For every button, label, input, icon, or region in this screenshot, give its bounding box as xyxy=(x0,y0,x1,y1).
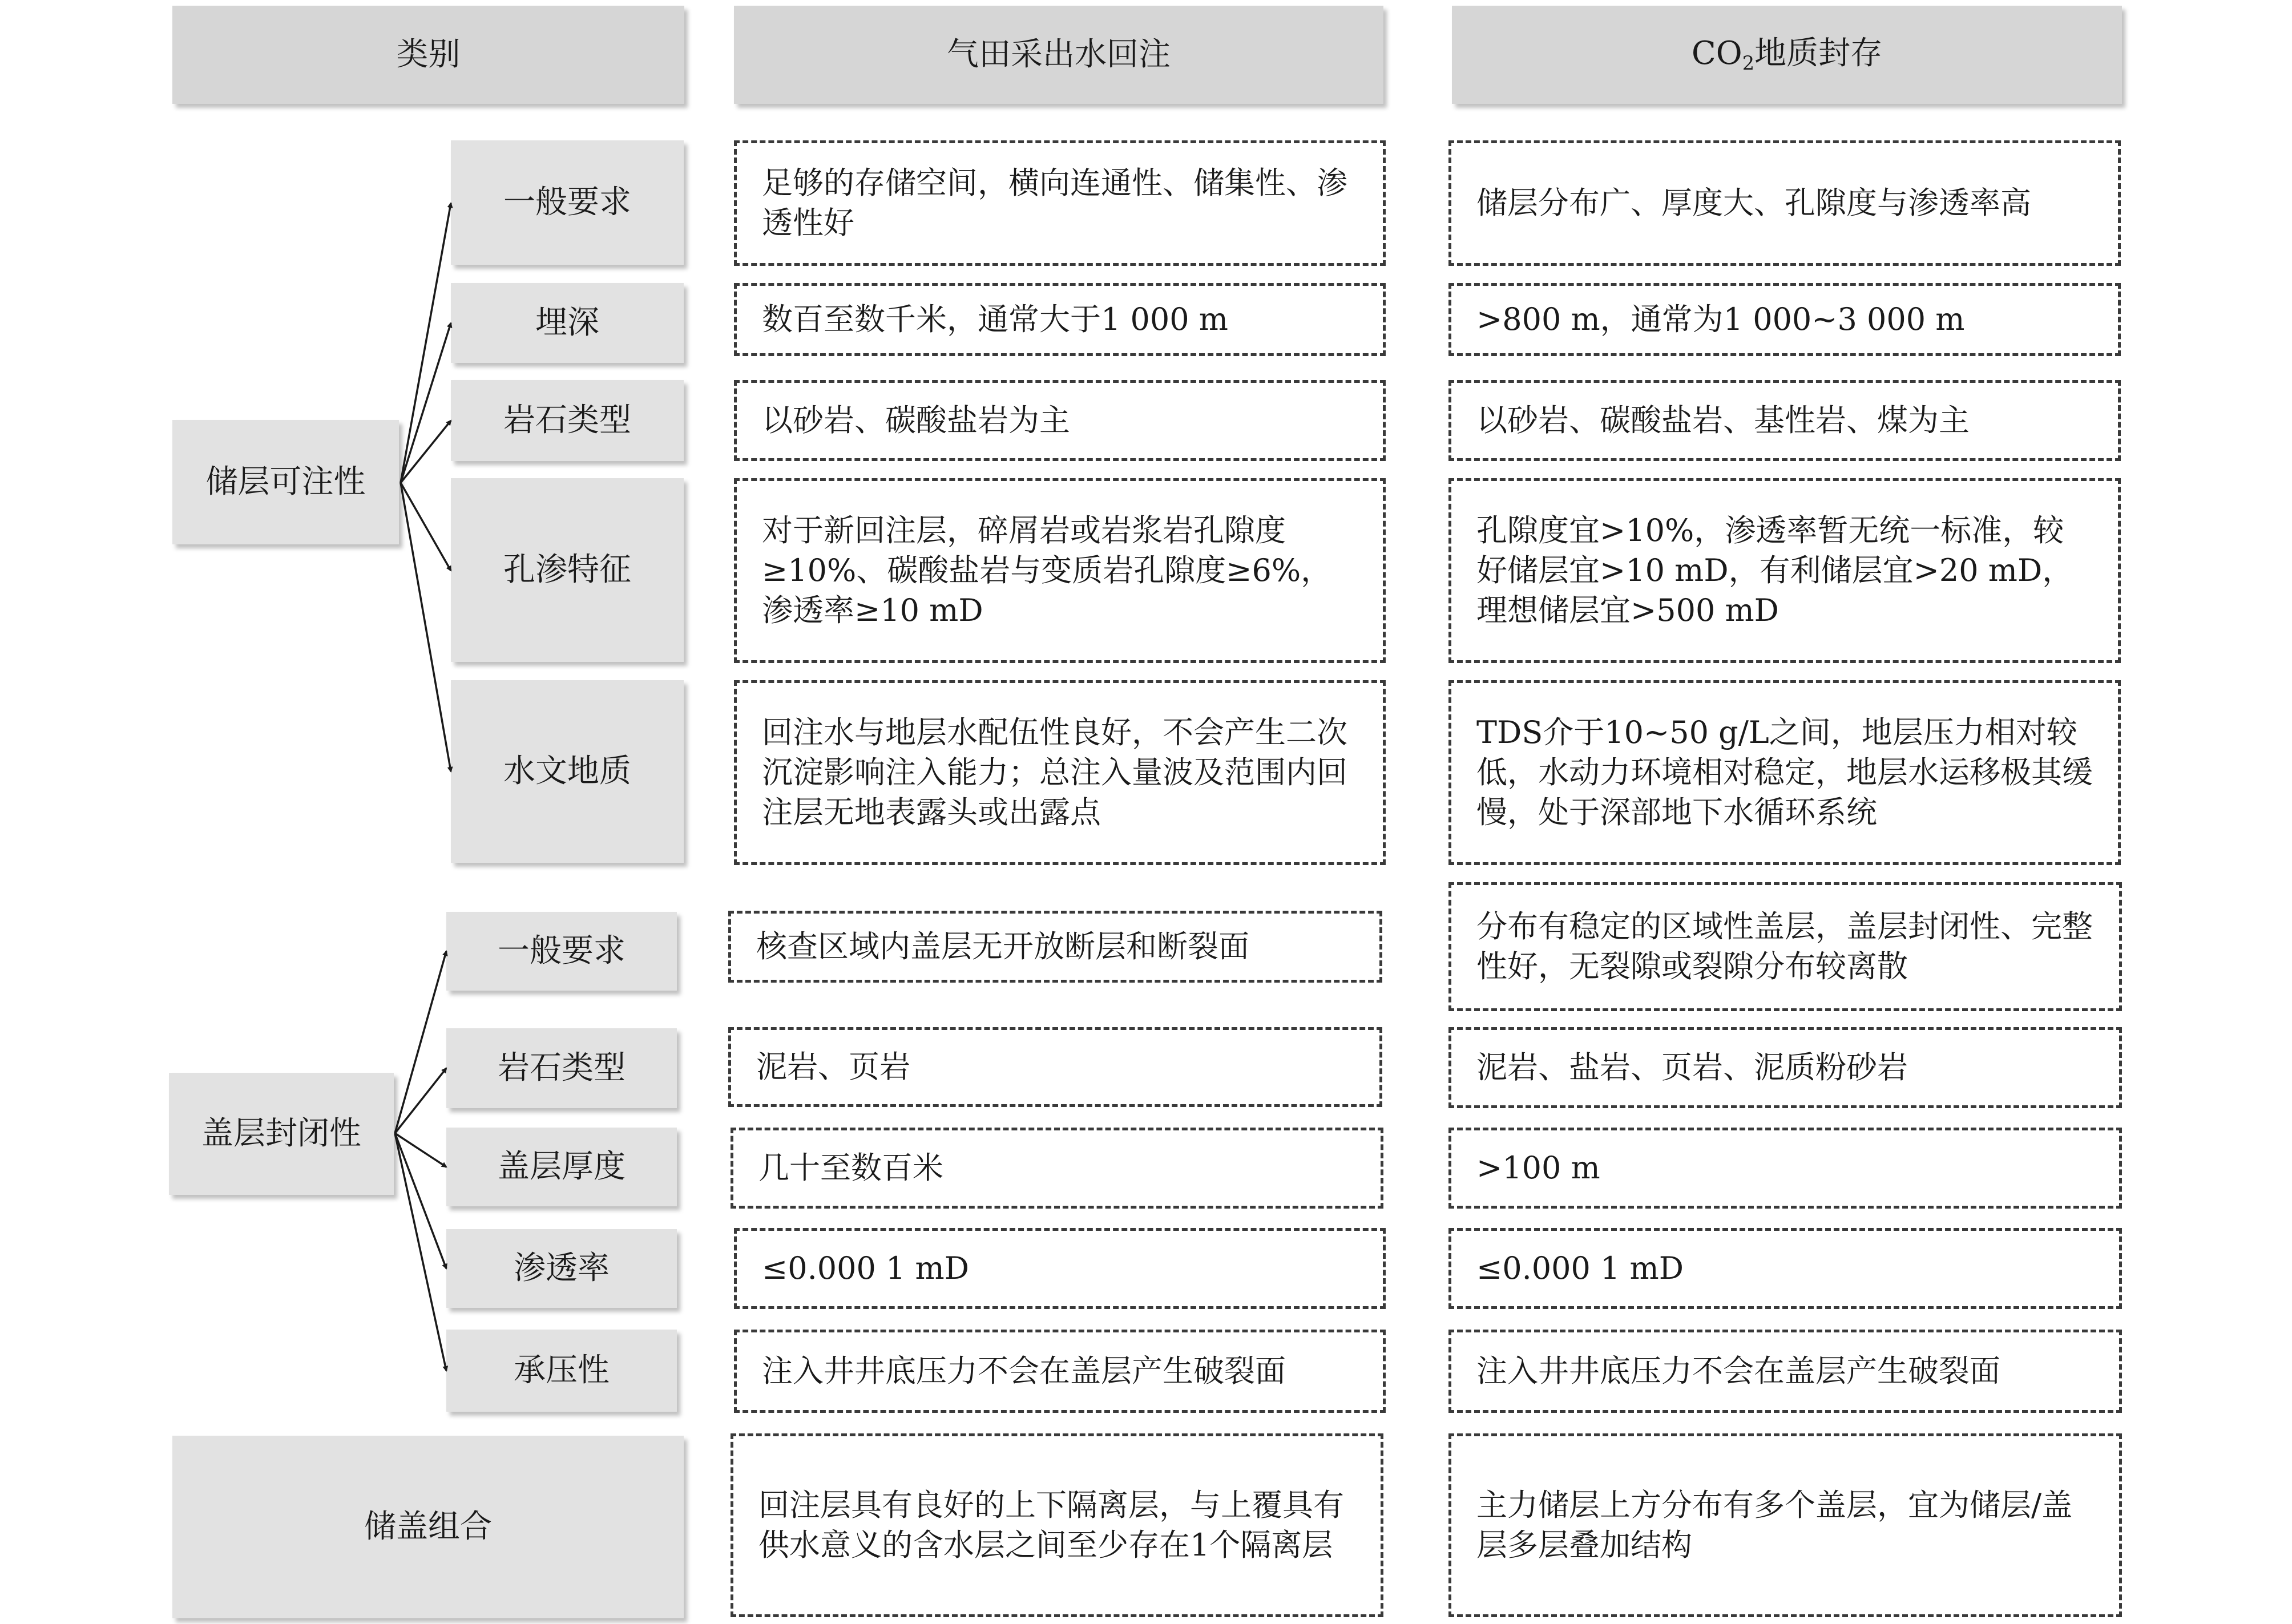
header-co2-label: $CO_2$地质封存 xyxy=(1691,35,1883,75)
group-label: 储层可注性 xyxy=(205,463,366,501)
header-category-label: 类别 xyxy=(396,36,461,74)
header-gas-label: 气田采出水回注 xyxy=(947,36,1171,74)
sub-label: 渗透率 xyxy=(514,1250,610,1287)
cell-text: 以砂岩、碳酸盐岩为主 xyxy=(762,402,1070,438)
sub-label: 一般要求 xyxy=(498,932,626,970)
cell-text: ≤0.000 1 mD xyxy=(762,1250,970,1286)
cell-text: 几十至数百米 xyxy=(758,1150,943,1186)
cell-text: >800 m，通常为1 000~3 000 m xyxy=(1476,301,1965,337)
cell-text: 泥岩、盐岩、页岩、泥质粉砂岩 xyxy=(1476,1049,1908,1085)
cell-text: 对于新回注层，碎屑岩或岩浆岩孔隙度≥10%、碳酸盐岩与变质岩孔隙度≥6%，渗透率≥10 mD xyxy=(762,512,1332,628)
arrow-to-caprock-rock-type xyxy=(395,1068,446,1133)
cell-text: 储层分布广、厚度大、孔隙度与渗透率高 xyxy=(1476,185,2031,221)
arrow-to-general-requirement xyxy=(401,203,451,483)
cell-text: 足够的存储空间，横向连通性、储集性、渗透性好 xyxy=(762,165,1347,241)
arrow-to-rock-type xyxy=(401,421,451,483)
cell-text: 主力储层上方分布有多个盖层，宜为储层/盖层多层叠加结构 xyxy=(1476,1487,2073,1563)
sub-label: 岩石类型 xyxy=(503,402,631,439)
cell-text: >100 m xyxy=(1476,1150,1600,1186)
arrow-to-caprock-general xyxy=(395,951,446,1133)
sub-label: 埋深 xyxy=(535,304,599,342)
cell-text: TDS介于10~50 g/L之间，地层压力相对较低，水动力环境相对稳定，地层水运移极其缓慢，处于深部地下水循环系统 xyxy=(1476,714,2093,830)
cell-text: 核查区域内盖层无开放断层和断裂面 xyxy=(756,928,1249,964)
sub-label: 水文地质 xyxy=(503,753,631,790)
sub-label: 承压性 xyxy=(514,1352,610,1389)
cell-text: 注入井井底压力不会在盖层产生破裂面 xyxy=(762,1353,1286,1389)
cell-text: 泥岩、页岩 xyxy=(756,1049,910,1085)
cell-text: 以砂岩、碳酸盐岩、基性岩、煤为主 xyxy=(1476,402,1970,438)
sub-label: 岩石类型 xyxy=(498,1049,626,1087)
sub-label: 一般要求 xyxy=(503,184,631,221)
group-label: 盖层封闭性 xyxy=(201,1115,361,1153)
cell-text: 分布有稳定的区域性盖层，盖层封闭性、完整性好，无裂隙或裂隙分布较离散 xyxy=(1476,908,2093,984)
arrow-to-pressure-bearing xyxy=(395,1133,446,1371)
sub-label: 孔渗特征 xyxy=(503,551,631,589)
cell-text: 回注层具有良好的上下隔离层，与上覆具有供水意义的含水层之间至少存在1个隔离层 xyxy=(758,1487,1344,1563)
arrow-to-caprock-thickness xyxy=(395,1133,446,1167)
cell-text: 回注水与地层水配伍性良好，不会产生二次沉淀影响注入能力；总注入量波及范围内回注层无地表露头或出露点 xyxy=(762,714,1347,830)
cell-text: 注入井井底压力不会在盖层产生破裂面 xyxy=(1476,1353,2000,1389)
cell-text: 孔隙度宜>10%，渗透率暂无统一标准，较好储层宜>10 mD，有利储层宜>20 mD，理想储层宜>500 mD xyxy=(1476,512,2073,628)
sub-label: 盖层厚度 xyxy=(498,1148,626,1186)
cell-text: 数百至数千米，通常大于1 000 m xyxy=(762,301,1228,337)
group-label: 储盖组合 xyxy=(364,1508,492,1546)
cell-text: ≤0.000 1 mD xyxy=(1476,1250,1684,1286)
